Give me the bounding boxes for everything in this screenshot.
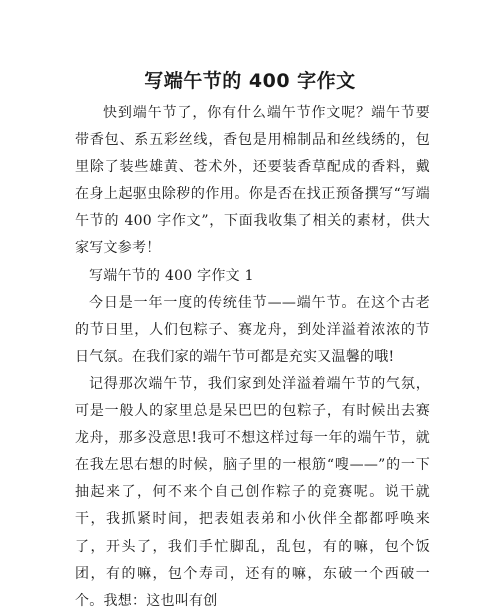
essay-subheading: 写端午节的 400 字作文 1	[89, 267, 254, 284]
essay-paragraph-1: 今日是一年一度的传统佳节——端午节。在这个古老的节日里，人们包粽子、赛龙舟，到处洋溢着浓浓的节日气氛。在我们家的端午节可都是充实又温馨的哦!	[75, 294, 430, 365]
document-body	[75, 100, 430, 615]
document-title: 写端午节的 400 字作文	[144, 70, 356, 92]
essay-paragraph-2: 记得那次端午节，我们家到处洋溢着端午节的气氛，可是一般人的家里总是呆巴巴的包粽子，有时候出去赛龙舟，那多没意思!我可不想这样过每一年的端午节，就在我左思右想的时候，脑子里的一根筋“嗖——”的一下抽起来了，何不来个自己创作粽子的竞赛呢。说干就干，我抓紧时间，把表姐表弟和小伙伴全都都呼唤来了，开头了，我们手忙脚乱，乱包，有的嘛，包个饭团，有的嘛，包个寿司，还有的嘛，东破一个西破一个。我想：这也叫有创	[75, 375, 430, 609]
intro-paragraph: 快到端午节了，你有什么端午节作文呢？端午节要带香包、系五彩丝线，香包是用棉制品和丝线绣的，包里除了装些雄黄、苍术外，还要装香草配成的香料，戴在身上起驱虫除秽的作用。你是否在找正预备撰写“写端午节的 400 字作文”，下面我收集了相关的素材，供大家写文参考！	[75, 105, 430, 257]
